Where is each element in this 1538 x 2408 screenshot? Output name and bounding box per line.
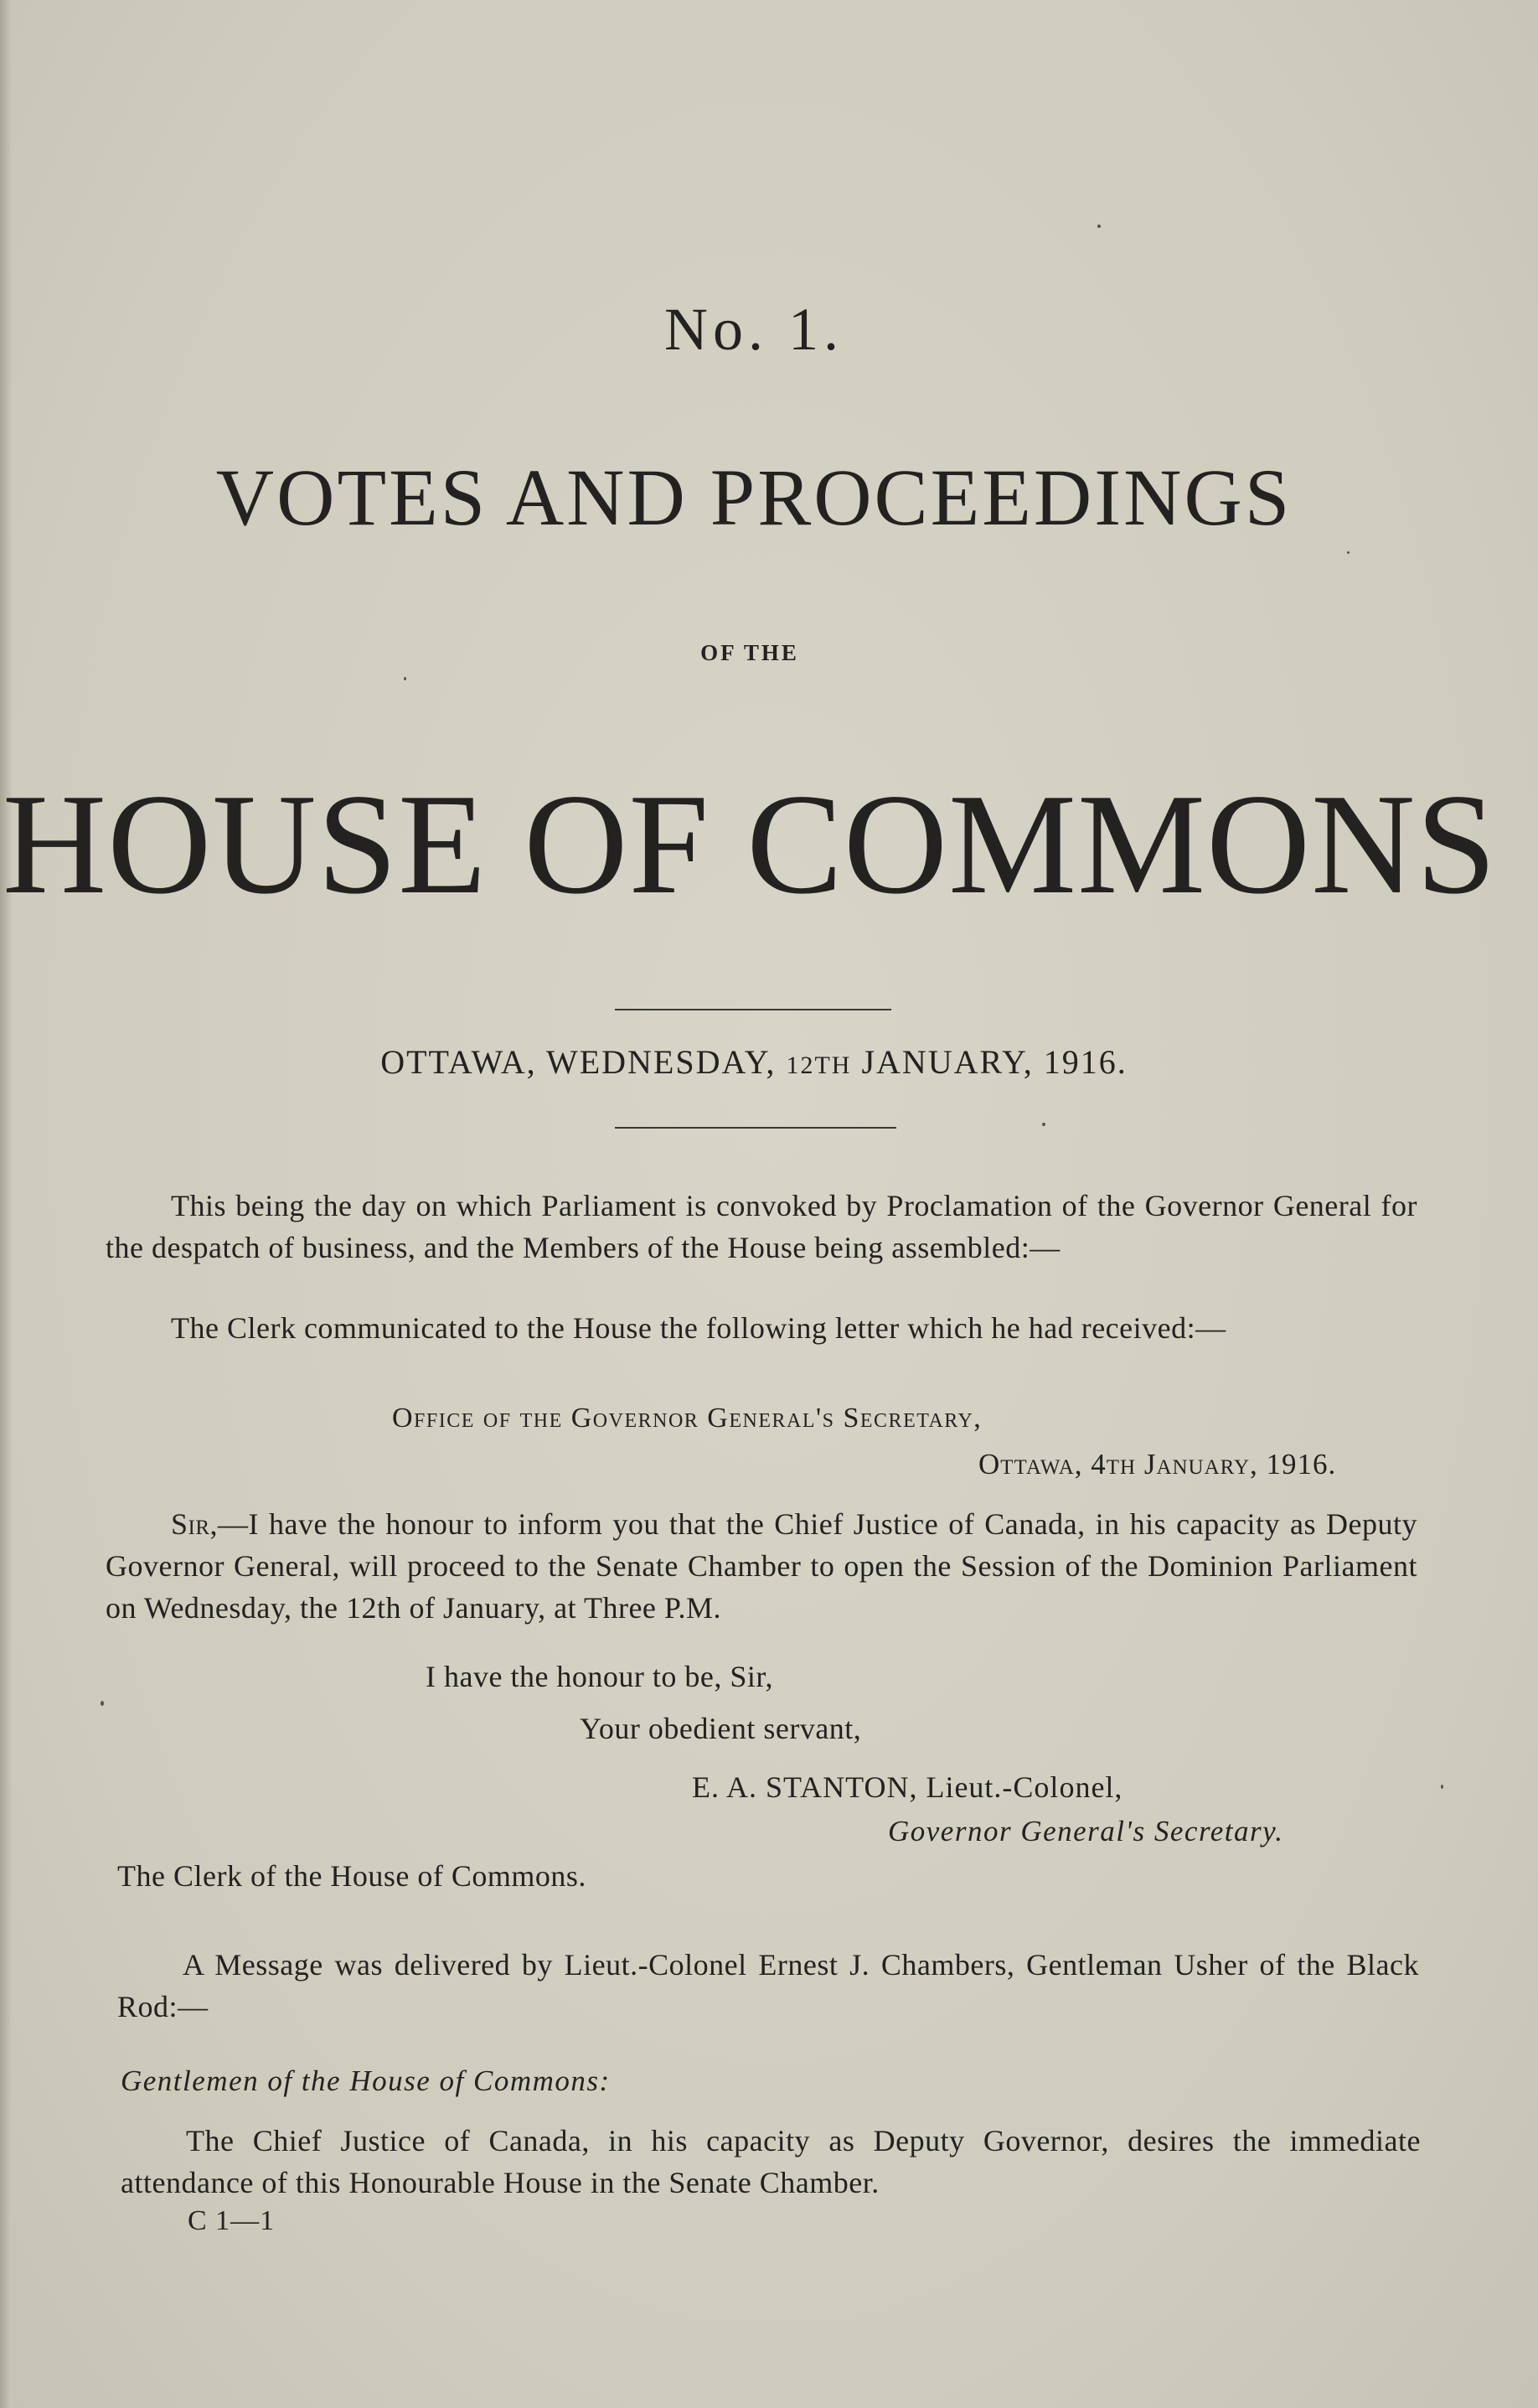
- dateline-place-weekday: OTTAWA, WEDNESDAY,: [380, 1043, 777, 1081]
- print-speck: [101, 1701, 104, 1706]
- title-votes-and-proceedings: VOTES AND PROCEEDINGS: [215, 452, 1293, 542]
- issue-number: No. 1.: [664, 296, 844, 363]
- dateline: [0, 1042, 1508, 1082]
- rule-above-dateline: [615, 1009, 891, 1010]
- signature-mark: C 1—1: [188, 2205, 276, 2236]
- letter-closing-line-2: Your obedient servant,: [580, 1712, 862, 1745]
- title-of-the: OF THE: [700, 640, 799, 665]
- letter-body-text: —I have the honour to inform you that the Chief Justice of Canada, in his capacity as Deputy Governor General, will proceed to the Senate Chamber to open the Session of the Dominion Parliament on Wednesday, the 12th of January, at Three P.M.: [106, 1507, 1417, 1625]
- print-speck: [1441, 1785, 1443, 1789]
- message-paragraph: A Message was delivered by Lieut.-Colonel Ernest J. Chambers, Gentleman Usher of the Black Rod:—: [117, 1948, 1419, 2023]
- opening-paragraph: This being the day on which Parliament is convoked by Proclamation of the Governor General for the despatch of business, and the Members of the House being assembled:—: [106, 1189, 1417, 1264]
- print-speck: [1042, 1123, 1045, 1126]
- print-speck: [1097, 225, 1101, 228]
- dateline-month-year: JANUARY, 1916.: [861, 1043, 1128, 1081]
- letter-signature: E. A. STANTON, Lieut.-Colonel,: [692, 1770, 1123, 1804]
- letter-signature-title: Governor General's Secretary.: [888, 1815, 1284, 1847]
- clerk-paragraph: The Clerk communicated to the House the following letter which he had received:—: [171, 1311, 1226, 1345]
- letter-office-line: Office of the Governor General's Secretary,: [392, 1403, 983, 1434]
- senate-summons-paragraph: The Chief Justice of Canada, in his capacity as Deputy Governor, desires the immediate attendance of this Honourable House in the Senate Chamber.: [121, 2124, 1421, 2199]
- print-speck: [1347, 551, 1350, 554]
- dateline-day: 12TH: [786, 1052, 852, 1079]
- letter-closing-line-1: I have the honour to be, Sir,: [426, 1660, 773, 1693]
- letter-addressee: The Clerk of the House of Commons.: [117, 1859, 586, 1893]
- message-heading: Gentlemen of the House of Commons:: [121, 2064, 611, 2097]
- letter-salutation: Sir,: [171, 1507, 219, 1541]
- letter-place-date: Ottawa, 4th January, 1916.: [978, 1448, 1337, 1480]
- rule-below-dateline: [615, 1127, 896, 1129]
- title-house-of-commons: HOUSE OF COMMONS: [2, 765, 1498, 924]
- print-speck: [404, 677, 406, 680]
- letter-body-paragraph: [106, 1503, 1417, 1629]
